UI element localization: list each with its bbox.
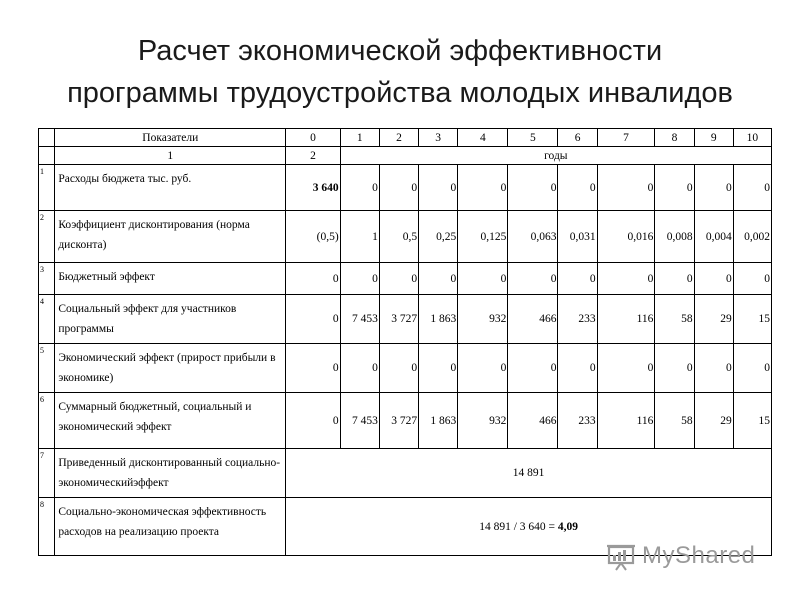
row-label: Коэффициент дисконтирования (норма дисконта): [55, 211, 286, 263]
value-cell: 932: [458, 295, 508, 344]
header-year-6: 6: [558, 129, 597, 147]
value-cell: 0,002: [733, 211, 771, 263]
value-cell: 0: [508, 263, 558, 295]
value-cell: 0: [558, 165, 597, 211]
value-cell: 0: [286, 295, 340, 344]
value-cell: 0,063: [508, 211, 558, 263]
logo-text: MyShared: [642, 542, 756, 569]
efficiency-table: [38, 128, 772, 556]
table-row: [39, 344, 772, 393]
value-cell: 15: [733, 295, 771, 344]
row-number: 7: [39, 449, 55, 498]
table-row: [39, 393, 772, 449]
value-cell: 0: [458, 165, 508, 211]
value-cell: 0,125: [458, 211, 508, 263]
value-cell: 0: [458, 344, 508, 393]
value-cell: 0: [694, 344, 733, 393]
value-cell: 0: [379, 263, 418, 295]
value-cell: 0,004: [694, 211, 733, 263]
row-number: 2: [39, 211, 55, 263]
value-cell: 0: [655, 263, 694, 295]
value-cell: 0: [419, 263, 458, 295]
value-cell: 466: [508, 393, 558, 449]
value-cell: 0: [655, 344, 694, 393]
value-cell: 0: [419, 165, 458, 211]
header-year-9: 9: [694, 129, 733, 147]
ratio-result: 4,09: [557, 520, 579, 533]
value-cell: 0: [419, 344, 458, 393]
row-label: Расходы бюджета тыс. руб.: [55, 165, 286, 211]
row-label: Бюджетный эффект: [55, 263, 286, 295]
value-cell: 0: [286, 344, 340, 393]
table-row: [39, 211, 772, 263]
value-cell: 3 727: [379, 393, 418, 449]
merged-value-cell: 14 891: [286, 449, 772, 498]
value-cell: 932: [458, 393, 508, 449]
value-cell: 0: [340, 263, 379, 295]
table-row: [39, 263, 772, 295]
row-label: Суммарный бюджетный, социальный и экономический эффект: [55, 393, 286, 449]
value-cell: 0: [379, 344, 418, 393]
value-cell: 0: [508, 344, 558, 393]
row-number: 3: [39, 263, 55, 295]
value-cell: 0,016: [597, 211, 655, 263]
value-cell: 466: [508, 295, 558, 344]
value-cell: 0: [286, 263, 340, 295]
subheader-col2: 2: [286, 147, 340, 165]
value-cell: 0: [558, 344, 597, 393]
table-row: [39, 449, 772, 498]
value-cell: 0: [655, 165, 694, 211]
value-cell: 3 640: [286, 165, 340, 211]
value-cell: 1 863: [419, 295, 458, 344]
slide-title: [0, 30, 800, 114]
value-cell: 7 453: [340, 393, 379, 449]
row-label: Приведенный дисконтированный социально-экономическийэффект: [55, 449, 286, 498]
row-number: 5: [39, 344, 55, 393]
value-cell: 0: [458, 263, 508, 295]
value-cell: 233: [558, 295, 597, 344]
title-line-1: Расчет экономической эффективности: [137, 35, 663, 67]
header-year-10: 10: [733, 129, 771, 147]
value-cell: 116: [597, 295, 655, 344]
value-cell: 0,031: [558, 211, 597, 263]
value-cell: 0,008: [655, 211, 694, 263]
ratio-expression: 14 891 / 3 640 =: [479, 520, 558, 533]
header-year-4: 4: [458, 129, 508, 147]
value-cell: 3 727: [379, 295, 418, 344]
value-cell: 0,5: [379, 211, 418, 263]
header-indicators: Показатели: [55, 129, 286, 147]
row-label: Экономический эффект (прирост прибыли в экономике): [55, 344, 286, 393]
subheader-row: [39, 147, 772, 165]
header-year-0: 0: [286, 129, 340, 147]
value-cell: 0: [733, 263, 771, 295]
value-cell: (0,5): [286, 211, 340, 263]
row-number: 1: [39, 165, 55, 211]
value-cell: 0: [508, 165, 558, 211]
subheader-col1: 1: [55, 147, 286, 165]
header-year-2: 2: [379, 129, 418, 147]
value-cell: 0: [597, 263, 655, 295]
row-number: 4: [39, 295, 55, 344]
header-num-cell: [39, 129, 55, 147]
value-cell: 0: [597, 344, 655, 393]
value-cell: 1 863: [419, 393, 458, 449]
value-cell: 0: [694, 165, 733, 211]
value-cell: 58: [655, 295, 694, 344]
value-cell: 58: [655, 393, 694, 449]
row-label: Социально-экономическая эффективность расходов на реализацию проекта: [55, 498, 286, 556]
myshared-logo: [606, 536, 776, 576]
value-cell: 7 453: [340, 295, 379, 344]
presentation-board-icon: [606, 541, 636, 571]
header-row: [39, 129, 772, 147]
subheader-num-cell: [39, 147, 55, 165]
table-row: [39, 295, 772, 344]
value-cell: 0: [733, 344, 771, 393]
value-cell: 0: [379, 165, 418, 211]
value-cell: 233: [558, 393, 597, 449]
value-cell: 0: [597, 165, 655, 211]
table-row: [39, 165, 772, 211]
value-cell: 0: [340, 165, 379, 211]
header-year-7: 7: [597, 129, 655, 147]
value-cell: 29: [694, 393, 733, 449]
value-cell: 0,25: [419, 211, 458, 263]
value-cell: 0: [340, 344, 379, 393]
value-cell: 116: [597, 393, 655, 449]
value-cell: 0: [694, 263, 733, 295]
value-cell: 15: [733, 393, 771, 449]
header-year-8: 8: [655, 129, 694, 147]
subheader-years: годы: [340, 147, 771, 165]
value-cell: 0: [286, 393, 340, 449]
value-cell: 1: [340, 211, 379, 263]
row-number: 6: [39, 393, 55, 449]
value-cell: 0: [558, 263, 597, 295]
header-year-3: 3: [419, 129, 458, 147]
value-cell: 0: [733, 165, 771, 211]
header-year-5: 5: [508, 129, 558, 147]
row-number: 8: [39, 498, 55, 556]
row-label: Социальный эффект для участников программы: [55, 295, 286, 344]
title-line-2: программы трудоустройства молодых инвалидов: [67, 77, 733, 109]
header-year-1: 1: [340, 129, 379, 147]
value-cell: 29: [694, 295, 733, 344]
